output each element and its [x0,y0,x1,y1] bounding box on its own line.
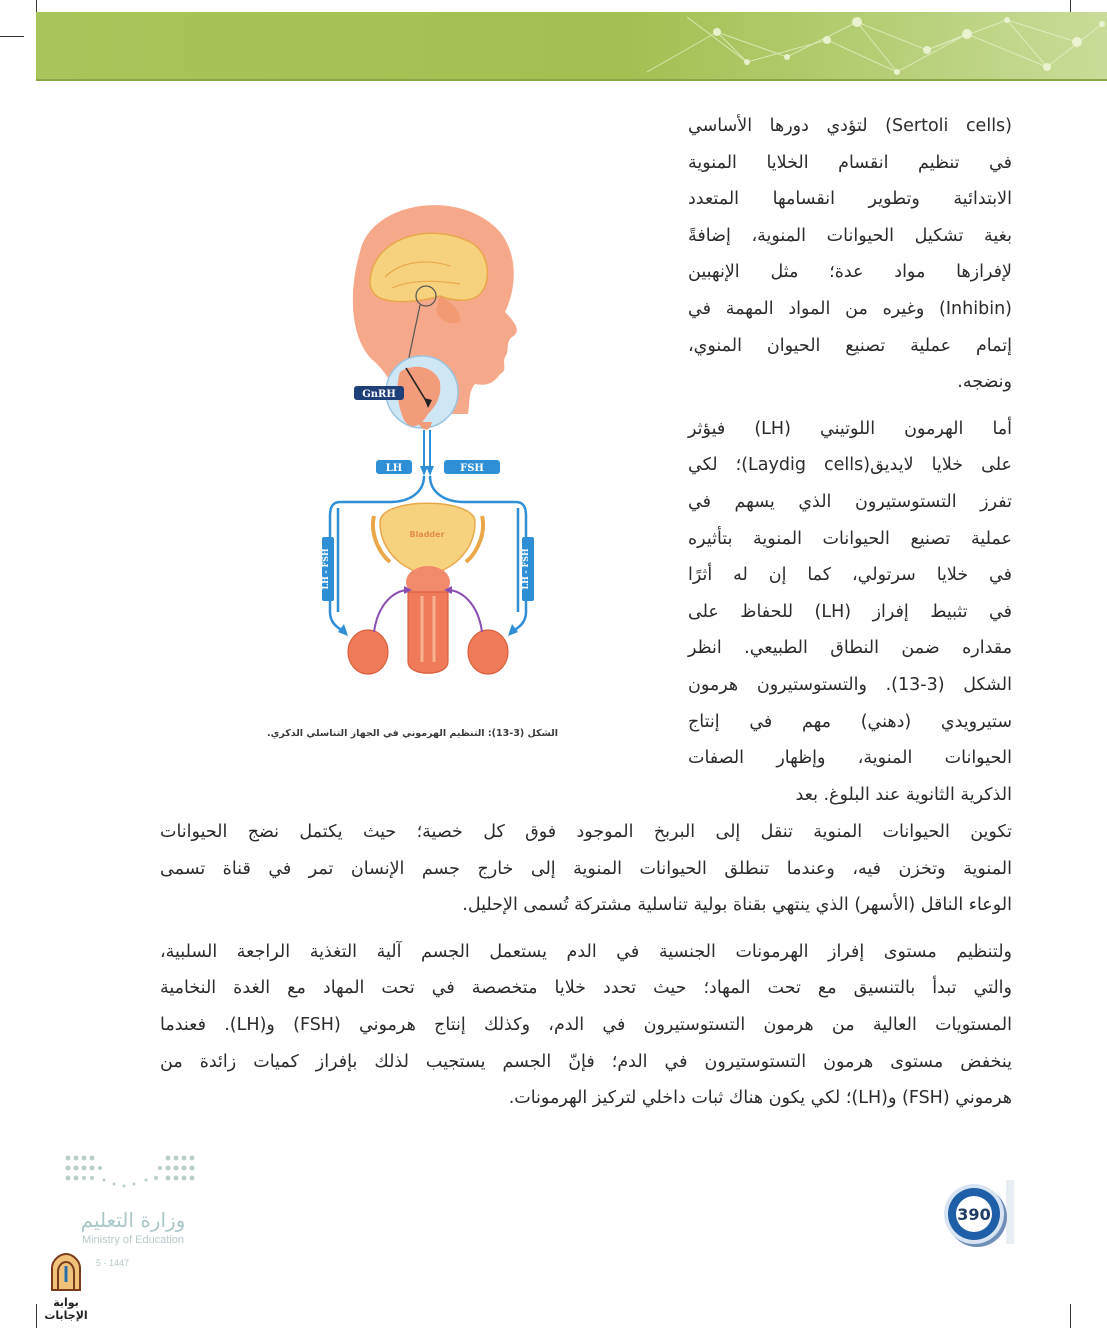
text-line: ستيرويدي (دهني) مهم في إنتاج [688,711,1012,732]
ministry-name-en: Ministry of Education [81,1234,185,1246]
site-logo [30,1252,102,1322]
text-line: في خلايا سرتولي، كما إن له أثرًا [688,565,1012,586]
hormone-regulation-figure [300,192,560,692]
text-line: تفرز التستوستيرون الذي يسهم في [688,491,1012,512]
ministry-logo [58,1150,208,1268]
text-line: أما الهرمون اللوتيني (LH) فيؤثر [688,418,1013,439]
ministry-name-ar: وزارة التعليم [80,1208,186,1232]
text-line: ينخفض مستوى هرمون التستوستيرون في الدم؛ فإنّ الجسم يستجيب لذلك بإفراز كميات زائدة من [160,1051,1012,1072]
testis-right-icon [468,630,508,674]
text-line: عملية تصنيع الحيوانات المنوية بتأثيره [688,528,1012,549]
text-line: الوعاء الناقل (الأسهر) الذي ينتهي بقناة بولية تناسلية مشتركة تُسمى الإحليل. [462,895,1012,916]
text-line: إتمام عملية تصنيع الحيوان المنوي، [688,335,1012,356]
text-line: (Inhibin) وغيره من المواد المهمة في [688,298,1012,319]
text-line: الحيوانات المنوية، وإظهار الصفات [688,748,1012,769]
text-line: ولتنظيم مستوى إفراز الهرمونات الجنسية في الدم يستعمل الجسم آلية التغذية الراجعة السلبية، [160,941,1012,962]
text-line: (Sertoli cells) لتؤدي دورها الأساسي [688,116,1012,136]
testis-left-icon [348,630,388,674]
text-line: المستويات العالية من هرمون التستوستيرون في الدم، وكذلك إنتاج هرموني (FSH) و(LH). فعندما [160,1014,1012,1035]
text-line: بغية تشكيل الحيوانات المنوية، إضافةً [688,225,1012,246]
side-label-right: LH - FSH [520,548,530,590]
fsh-label: FSH [460,463,484,474]
full-width-text [160,814,1012,1117]
text-line: في تنظيم انقسام الخلايا المنوية [688,152,1012,173]
page-number-badge [948,1188,1000,1240]
text-line: على خلايا لايديق(Laydig cells)؛ لكي [688,455,1012,476]
lh-label: LH [385,463,403,474]
ministry-dots-icon [58,1150,208,1198]
text-line: المنوية وتخزن فيه، وعندما تنطلق الحيوانات المنوية إلى خارج جسم الإنسان تمر في قناة تسمى [160,858,1012,879]
text-line: الشكل (3-13). والتستوستيرون هرمون [688,674,1012,695]
bladder-label: Bladder [409,530,445,539]
text-line: مقداره ضمن النطاق الطبيعي. انظر [688,638,1012,659]
text-line: لإفرازها مواد عدة؛ مثل الإنهبين [688,262,1012,283]
crop-mark [0,36,24,37]
crop-mark [1070,1304,1071,1328]
figure-caption: الشكل (3-13): التنظيم الهرموني في الجهاز التناسلي الذكري. [267,728,558,739]
text-line: هرموني (FSH) و(LH)؛ لكي يكون هناك ثبات داخلي لتركيز الهرمونات. [508,1088,1012,1109]
header-band [36,12,1107,81]
paragraph-gap [688,401,1012,411]
text-line: تكوين الحيوانات المنوية تنقل إلى البربخ الموجود فوق كل خصية؛ حيث يكتمل نضج الحيوانات [160,822,1012,842]
paragraph-gap [160,924,1012,934]
side-label-left: LH - FSH [320,548,330,590]
text-line: في تثبيط إفراز (LH) للحفاظ على [688,601,1012,622]
ministry-year: 5 - 1447 [96,1258,130,1268]
text-line: الذكرية الثانوية عند البلوغ. بعد [795,784,1012,805]
page-number-tab [1006,1180,1014,1244]
page-number: 390 [956,1196,992,1232]
column-text [688,108,1012,813]
network-pattern [627,12,1107,79]
text-line: ونضجه. [957,372,1012,393]
penis-icon [408,592,448,673]
gnrh-label: GnRH [362,389,396,400]
site-logo-label: بوابة الإجابات [44,1296,88,1322]
text-line: والتي تبدأ بالتنسيق مع تحت المهاد؛ حيث تحدد خلايا متخصصة في تحت المهاد مع الغدة النخامية [160,978,1012,999]
text-line: الابتدائية وتطوير انقسامها المتعدد [688,189,1012,210]
building-icon [46,1252,86,1292]
